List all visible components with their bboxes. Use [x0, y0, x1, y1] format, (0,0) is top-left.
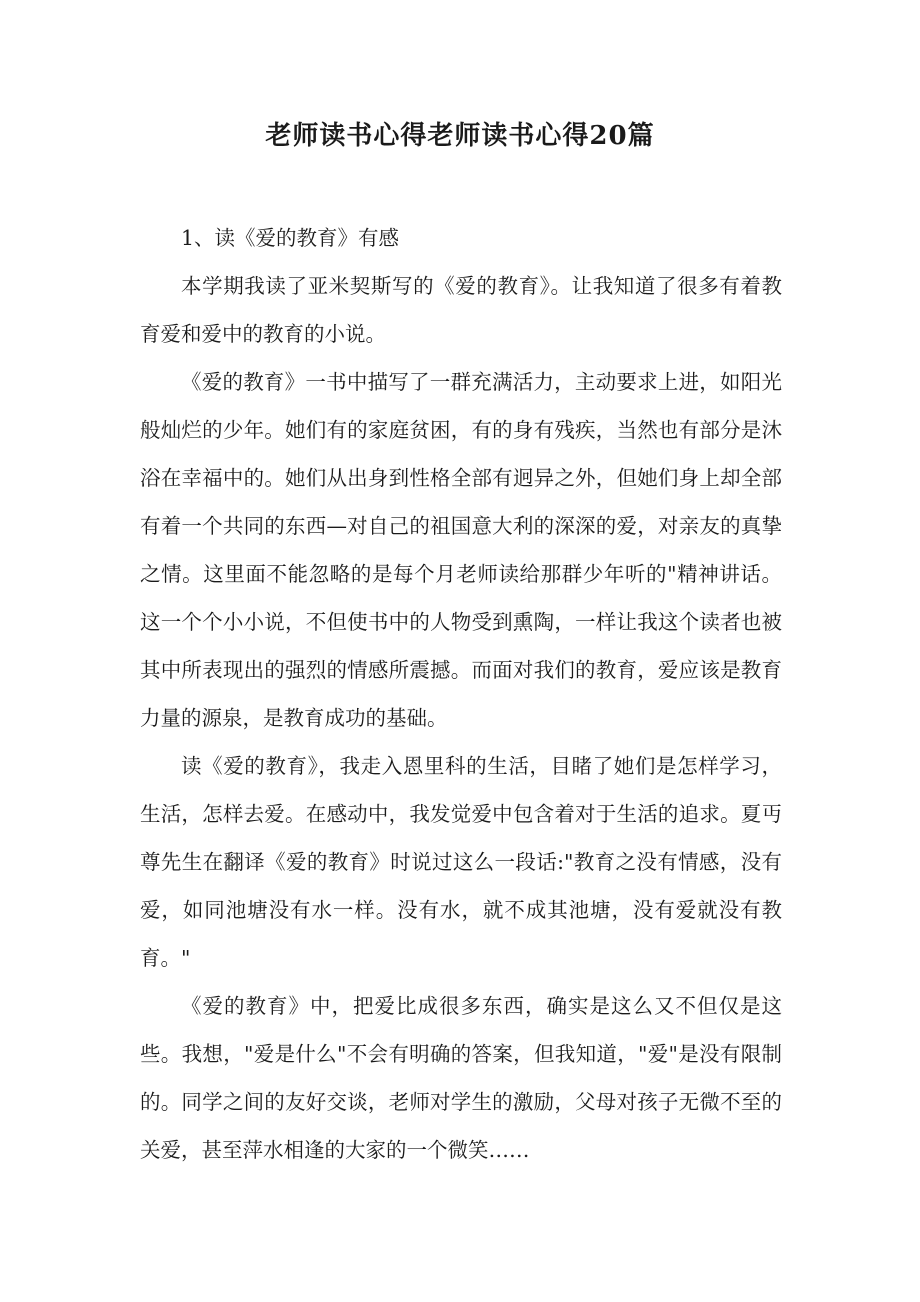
document-title: 老师读书心得老师读书心得20篇: [265, 121, 655, 151]
document-body: [140, 214, 782, 1174]
paragraph-1: 本学期我读了亚米契斯写的《爱的教育》。让我知道了很多有着教育爱和爱中的教育的小说。: [140, 274, 782, 346]
paragraph-3: 读《爱的教育》，我走入恩里科的生活，目睹了她们是怎样学习，生活，怎样去爱。在感动中，我发觉爱中包含着对于生活的追求。夏丏尊先生在翻译《爱的教育》时说过这么一段话:"教育之没有情感，没有爱，如同池塘没有水一样。没有水，就不成其池塘，没有爱就没有教育。": [140, 754, 782, 970]
paragraph-4: 《爱的教育》中，把爱比成很多东西，确实是这么又不但仅是这些。我想，"爱是什么"不会有明确的答案，但我知道，"爱"是没有限制的。同学之间的友好交谈，老师对学生的激励，父母对孩子无微不至的关爱，甚至萍水相逢的大家的一个微笑……: [140, 994, 782, 1162]
paragraph-2: 《爱的教育》一书中描写了一群充满活力，主动要求上进，如阳光般灿烂的少年。她们有的家庭贫困，有的身有残疾，当然也有部分是沐浴在幸福中的。她们从出身到性格全部有迥异之外，但她们身上却全部有着一个共同的东西—对自己的祖国意大利的深深的爱，对亲友的真挚之情。这里面不能忽略的是每个月老师读给那群少年听的"精神讲话。这一个个小小说，不但使书中的人物受到熏陶，一样让我这个读者也被其中所表现出的强烈的情感所震撼。而面对我们的教育，爱应该是教育力量的源泉，是教育成功的基础。: [140, 370, 782, 730]
section-heading: 1、读《爱的教育》有感: [181, 226, 400, 250]
